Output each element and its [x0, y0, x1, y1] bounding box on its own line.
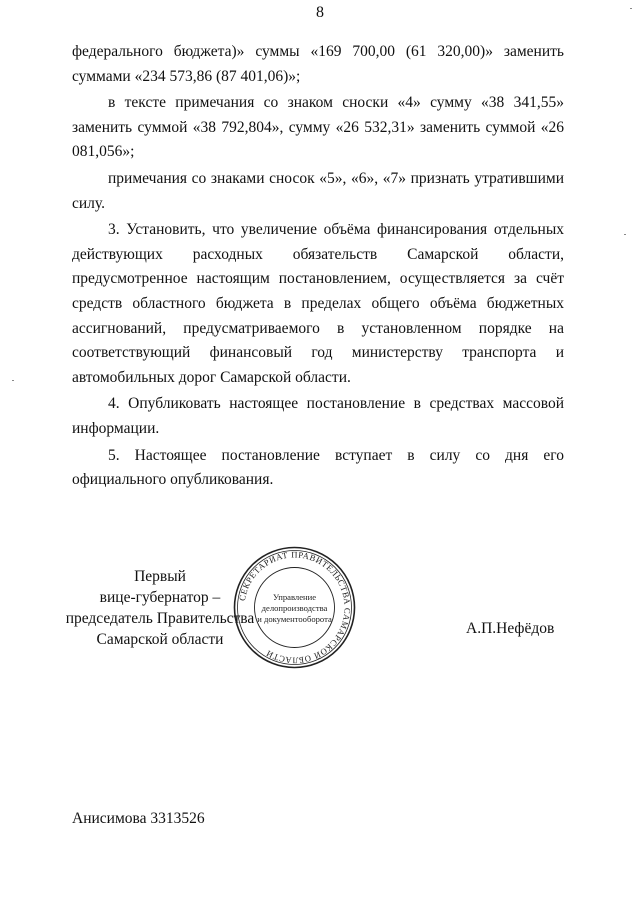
- stamp-center-line: и документооборота: [257, 614, 332, 624]
- paragraph-item-5: 5. Настоящее постановление вступает в силу со дня его официального опубликования.: [72, 446, 564, 489]
- signatory-title-line: Самарской области: [96, 631, 224, 648]
- paragraph-budget-sums: федерального бюджета)» суммы «169 700,00 (61 320,00)» заменить суммами «234 573,86 (87 401,06)»;: [72, 43, 564, 85]
- official-stamp: [232, 545, 357, 670]
- scan-speck: [12, 380, 14, 381]
- signatory-title-line: вице-губернатор –: [99, 589, 221, 606]
- signatory-title: [60, 566, 260, 650]
- signatory-title-line: председатель Правительства: [65, 610, 255, 627]
- paragraph-item-3: 3. Установить, что увеличение объёма финансирования отдельных действующих расходных обязательств Самарской области, предусмотренное настоящим постановлением, осуществляется за счёт средств областного бюджета в пределах общего объёма бюджетных ассигнований, предусматриваемого в установленном порядке на соответствующий финансовый год министерству транспорта и автомобильных дорог Самарской области.: [72, 221, 564, 386]
- executor-contact: Анисимова 3313526: [72, 810, 205, 827]
- paragraph-footnotes-5-6-7: примечания со знаками сносок «5», «6», «7» признать утратившими силу.: [72, 169, 564, 212]
- scan-speck: [630, 8, 632, 9]
- document-body: [72, 40, 564, 493]
- paragraph-footnote-4: в тексте примечания со знаком сноски «4» сумму «38 341,55» заменить суммой «38 792,804», сумму «26 532,31» заменить суммой «26 081,056»;: [72, 94, 564, 161]
- stamp-ring-text: СЕКРЕТАРИАТ ПРАВИТЕЛЬСТВА САМАРСКОЙ ОБЛАСТИ: [236, 549, 353, 666]
- page-number: 8: [316, 4, 324, 21]
- paragraph-item-4: 4. Опубликовать настоящее постановление в средствах массовой информации.: [72, 395, 564, 437]
- stamp-center-line: Управление: [272, 592, 317, 602]
- signatory-name: А.П.Нефёдов: [466, 620, 555, 637]
- scan-speck: [624, 234, 626, 235]
- stamp-center-line: делопроизводства: [261, 603, 328, 613]
- signatory-title-line: Первый: [134, 568, 186, 585]
